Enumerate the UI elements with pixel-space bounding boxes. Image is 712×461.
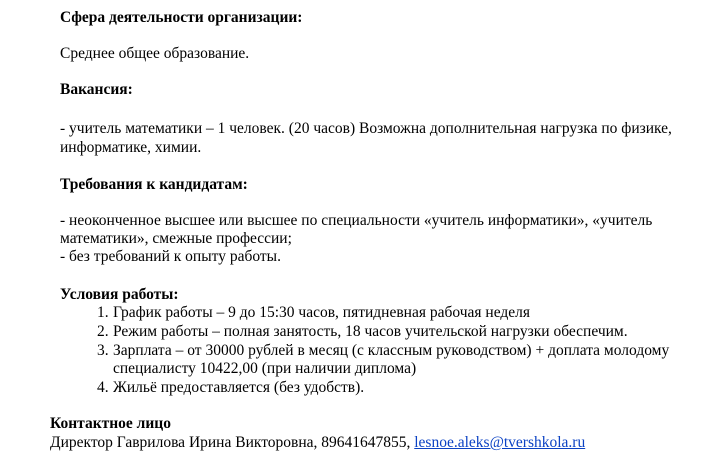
requirements-line-3: - без требований к опыту работы.: [60, 248, 281, 265]
conditions-item-4-text: Жильё предоставляется (без удобств).: [113, 379, 365, 396]
conditions-item-3-text-continued: специалисту 10422,00 (при наличии диплома): [113, 360, 417, 377]
requirements-heading: Требования к кандидатам:: [60, 176, 248, 193]
vacancy-line-1: - учитель математики – 1 человек. (20 часов) Возможна дополнительная нагрузка по физике,: [60, 120, 672, 137]
conditions-item-4-number: 4.: [97, 379, 109, 396]
conditions-item-3-number: 3.: [97, 342, 109, 359]
sphere-text: Среднее общее образование.: [60, 45, 250, 62]
requirements-line-2: математики», смежные профессии;: [60, 230, 292, 247]
conditions-item-2-number: 2.: [97, 323, 109, 340]
requirements-line-1: - неоконченное высшее или высшее по специальности «учитель информатики», «учитель: [60, 212, 653, 229]
sphere-heading: Сфера деятельности организации:: [60, 9, 303, 26]
vacancy-heading: Вакансия:: [60, 81, 133, 98]
contact-email-link[interactable]: lesnoe.aleks@tvershkola.ru: [414, 434, 586, 451]
conditions-item-1-number: 1.: [97, 304, 109, 321]
contact-person: Директор Гаврилова Ирина Викторовна, 89641647855,: [50, 434, 415, 451]
conditions-item-3-text: Зарплата – от 30000 рублей в месяц (с классным руководством) + доплата молодому: [113, 342, 670, 359]
conditions-heading: Условия работы:: [60, 286, 179, 303]
conditions-item-2-text: Режим работы – полная занятость, 18 часов учительской нагрузки обеспечим.: [113, 323, 628, 340]
contact-heading: Контактное лицо: [50, 415, 171, 432]
conditions-item-1-text: График работы – 9 до 15:30 часов, пятидневная рабочая неделя: [113, 304, 530, 321]
contact-line: [50, 434, 585, 452]
vacancy-line-2: информатике, химии.: [60, 139, 202, 156]
